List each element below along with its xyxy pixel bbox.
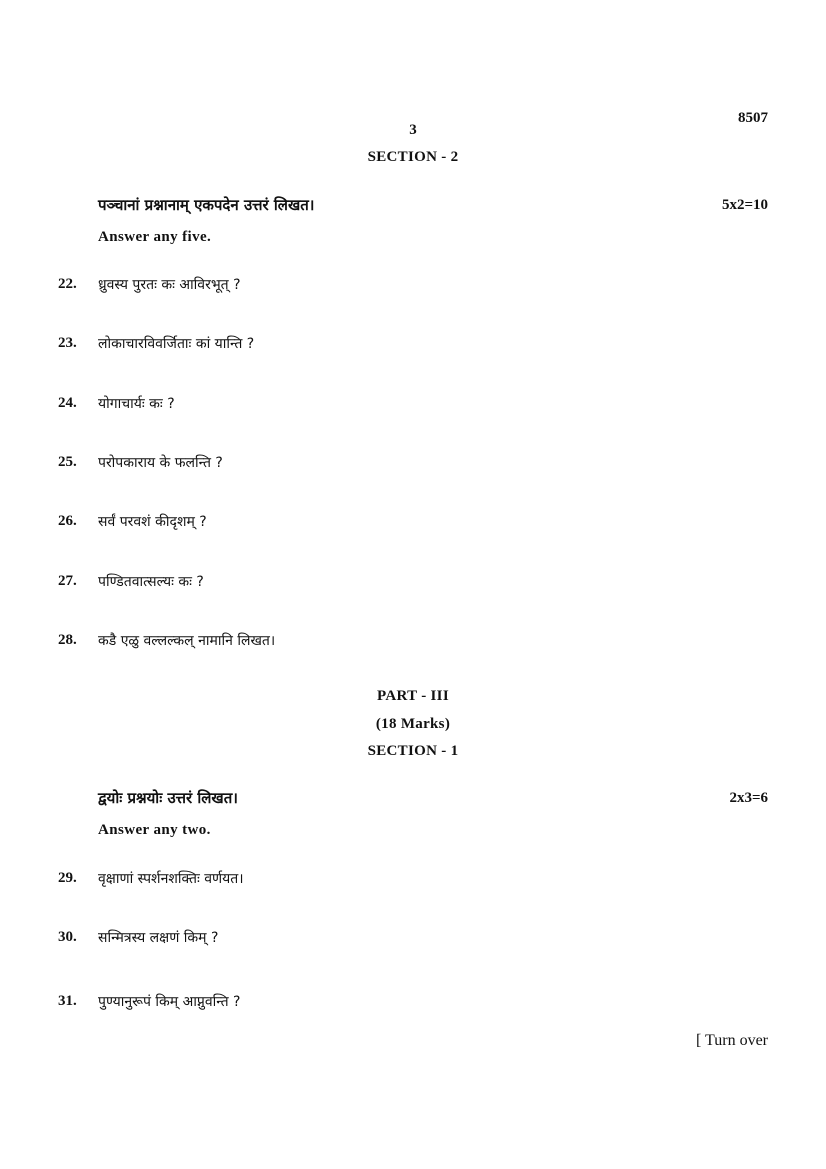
question-number: 26.	[58, 512, 77, 529]
part-3-marks: (18 Marks)	[375, 716, 451, 732]
section-2-title: SECTION - 2	[367, 149, 459, 165]
section-2-instruction-english: Answer any five.	[98, 229, 212, 245]
question-number: 24.	[58, 394, 77, 411]
question-text: कडै एळु वल्लल्कल् नामानि लिखत।	[98, 632, 276, 649]
question-text: परोपकाराय के फलन्ति ?	[98, 454, 223, 471]
question-22	[58, 272, 768, 296]
question-24	[58, 391, 768, 415]
question-23	[58, 331, 768, 355]
question-number: 30.	[58, 928, 77, 945]
question-29	[58, 866, 768, 890]
question-30	[58, 925, 768, 949]
question-25	[58, 450, 768, 474]
question-number: 22.	[58, 275, 77, 292]
question-number: 25.	[58, 453, 77, 470]
question-text: वृक्षाणां स्पर्शनशक्तिः वर्णयत।	[98, 870, 244, 887]
question-text: पण्डितवात्सल्यः कः ?	[98, 573, 204, 590]
part-3-title: PART - III	[377, 688, 449, 704]
section-2-marks: 5x2=10	[721, 197, 768, 213]
question-26	[58, 509, 768, 533]
part-3-instruction-english: Answer any two.	[98, 822, 211, 838]
question-text: सर्वं परवशं कीदृशम् ?	[98, 513, 207, 530]
part-3-marks-scheme: 2x3=6	[729, 790, 768, 806]
part-3-section-1-title: SECTION - 1	[367, 743, 459, 759]
question-text: लोकाचारविवर्जिताः कां यान्ति ?	[98, 335, 255, 352]
question-28	[58, 628, 768, 652]
part-3-instruction-sanskrit: द्वयोः प्रश्नयोः उत्तरं लिखत।	[98, 789, 238, 807]
question-number: 31.	[58, 992, 77, 1009]
question-number: 28.	[58, 631, 77, 648]
question-text: योगाचार्यः कः ?	[98, 395, 175, 412]
page-number: 3	[409, 122, 417, 138]
question-text: पुण्यानुरूपं किम् आप्नुवन्ति ?	[98, 993, 241, 1010]
question-31	[58, 989, 768, 1013]
question-text: सन्मित्रस्य लक्षणं किम् ?	[98, 929, 219, 946]
section-2-instruction-sanskrit: पञ्चानां प्रश्नानाम् एकपदेन उत्तरं लिखत।	[98, 196, 315, 214]
question-number: 23.	[58, 334, 77, 351]
question-27	[58, 569, 768, 593]
question-number: 29.	[58, 869, 77, 886]
question-number: 27.	[58, 572, 77, 589]
turn-over-note: [ Turn over	[695, 1032, 768, 1049]
paper-code: 8507	[738, 110, 768, 126]
question-text: ध्रुवस्य पुरतः कः आविरभूत् ?	[98, 276, 241, 293]
